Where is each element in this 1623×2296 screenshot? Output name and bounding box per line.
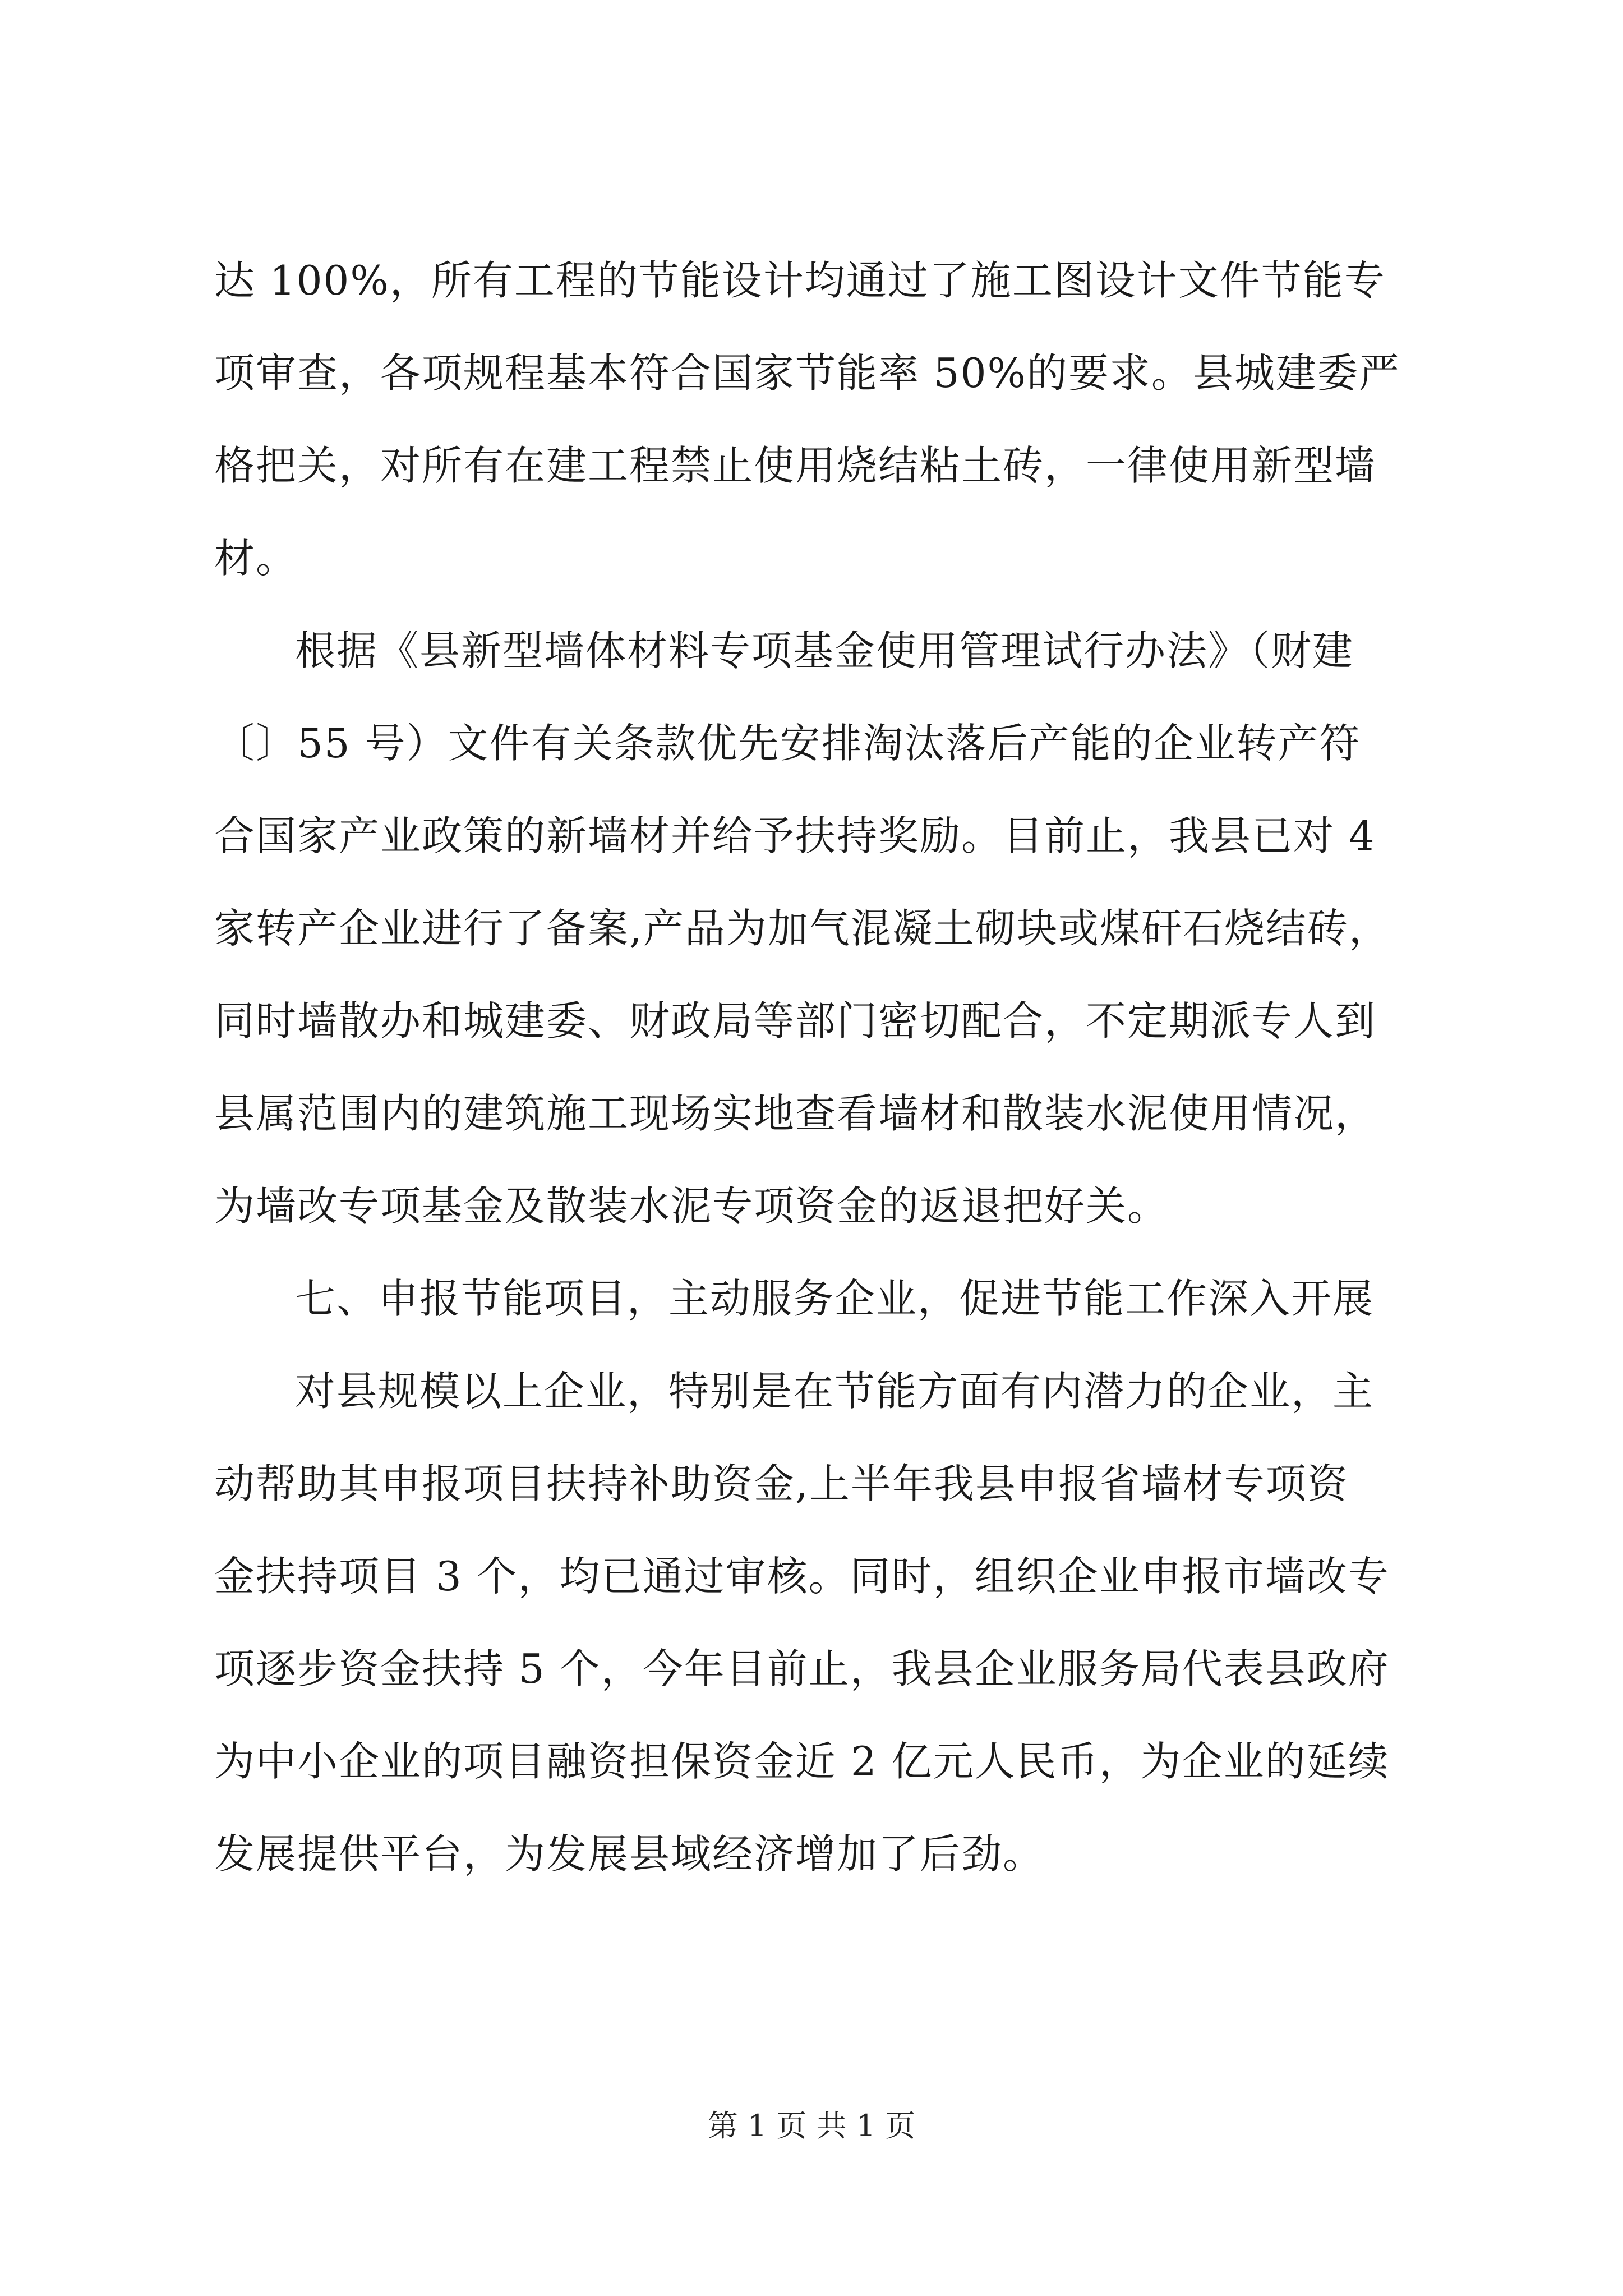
- text-line: 动帮助其申报项目扶持补助资金,上半年我县申报省墙材专项资: [214, 1460, 1349, 1507]
- text-line: 县属范围内的建筑施工现场实地查看墙材和散装水泥使用情况，: [214, 1090, 1377, 1137]
- text-line: 材。: [214, 535, 298, 582]
- text-line: 发展提供平台，为发展县域经济增加了后劲。: [214, 1830, 1045, 1878]
- page-footer: 第 1 页 共 1 页: [707, 2108, 916, 2143]
- text-line: 达 100%，所有工程的节能设计均通过了施工图设计文件节能专: [214, 257, 1386, 304]
- text-line: 格把关，对所有在建工程禁止使用烧结粘土砖，一律使用新型墙: [214, 442, 1377, 489]
- text-line: 同时墙散办和城建委、财政局等部门密切配合，不定期派专人到: [214, 997, 1377, 1045]
- text-line: 为中小企业的项目融资担保资金近 2 亿元人民币，为企业的延续: [214, 1738, 1390, 1785]
- text-line: 对县规模以上企业，特别是在节能方面有内潜力的企业，主: [295, 1368, 1375, 1415]
- text-line: 项逐步资金扶持 5 个，今年目前止，我县企业服务局代表县政府: [214, 1645, 1390, 1692]
- text-line: 家转产企业进行了备案,产品为加气混凝土砌块或煤矸石烧结砖，: [214, 905, 1390, 952]
- text-line: 为墙改专项基金及散装水泥专项资金的返退把好关。: [214, 1182, 1169, 1230]
- section-heading: 七、申报节能项目，主动服务企业，促进节能工作深入开展: [295, 1275, 1375, 1322]
- text-line: 〔〕55 号）文件有关条款优先安排淘汰落后产能的企业转产符: [214, 720, 1361, 767]
- text-line: 项审查，各项规程基本符合国家节能率 50%的要求。县城建委严: [214, 349, 1400, 397]
- text-line: 合国家产业政策的新墙材并给予扶持奖励。目前止，我县已对 4: [214, 812, 1376, 859]
- document-body: [214, 258, 1414, 1924]
- text-line: 金扶持项目 3 个，均已通过审核。同时，组织企业申报市墙改专: [214, 1553, 1390, 1600]
- text-line: 根据《县新型墙体材料专项基金使用管理试行办法》（财建: [295, 627, 1354, 674]
